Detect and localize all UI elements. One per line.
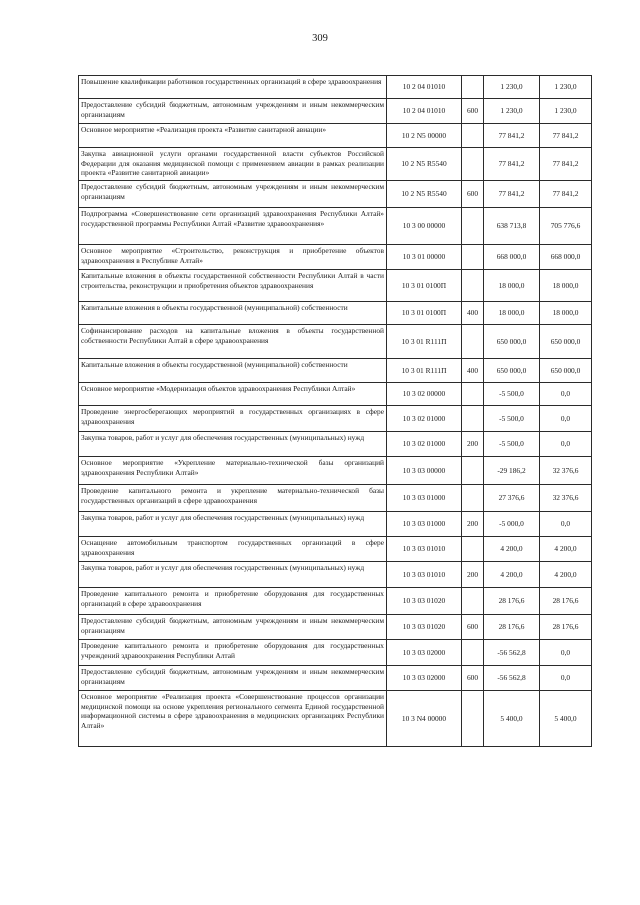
row-value-second: 650 000,0: [540, 359, 592, 383]
row-expense-type: 600: [462, 99, 484, 124]
row-code: 10 2 N5 R5540: [387, 181, 462, 208]
row-description: Основное мероприятие «Реализация проекта «Развитие санитарной авиации»: [79, 124, 387, 148]
row-description: Капитальные вложения в объекты государственной собственности Республики Алтай в части строительства, реконструкции и приобретения объектов здравоохранения: [79, 270, 387, 302]
row-description: Проведение энергосберегающих мероприятий в государственных организациях в сфере здравоохранения: [79, 406, 387, 432]
row-description: Закупка авиационной услуги органами государственной власти субъектов Российской Федерации для оказания медицинской помощи с применением авиации в рамках реализации проекта «Развитие санитарной авиации»: [79, 148, 387, 181]
row-value-first: 5 400,0: [484, 691, 540, 747]
row-expense-type: [462, 76, 484, 99]
row-value-first: 27 376,6: [484, 485, 540, 512]
row-description: Капитальные вложения в объекты государственной (муниципальной) собственности: [79, 359, 387, 383]
row-expense-type: 200: [462, 432, 484, 457]
table-row: [79, 666, 592, 691]
table-row: [79, 325, 592, 359]
row-description: Основное мероприятие «Укрепление материально-технической базы организаций здравоохранения Республики Алтай»: [79, 457, 387, 485]
row-expense-type: [462, 208, 484, 245]
table-row: [79, 432, 592, 457]
row-code: 10 3 02 00000: [387, 383, 462, 406]
row-code: 10 3 03 02000: [387, 640, 462, 666]
table-row: [79, 640, 592, 666]
row-value-second: 0,0: [540, 406, 592, 432]
row-value-second: 1 230,0: [540, 99, 592, 124]
row-value-first: 77 841,2: [484, 181, 540, 208]
row-code: 10 3 03 01010: [387, 537, 462, 562]
row-value-first: 1 230,0: [484, 99, 540, 124]
row-value-second: 0,0: [540, 383, 592, 406]
row-description: Предоставление субсидий бюджетным, автономным учреждениям и иным некоммерческим организациям: [79, 666, 387, 691]
row-value-first: 650 000,0: [484, 325, 540, 359]
row-value-second: 5 400,0: [540, 691, 592, 747]
table-row: [79, 124, 592, 148]
row-value-first: 668 000,0: [484, 245, 540, 270]
row-code: 10 3 03 01020: [387, 588, 462, 615]
row-value-second: 1 230,0: [540, 76, 592, 99]
row-value-second: 28 176,6: [540, 615, 592, 640]
row-value-second: 650 000,0: [540, 325, 592, 359]
row-code: 10 3 02 01000: [387, 406, 462, 432]
table-row: [79, 537, 592, 562]
table-row: [79, 359, 592, 383]
row-code: 10 3 01 0100П: [387, 270, 462, 302]
row-value-first: 28 176,6: [484, 588, 540, 615]
row-value-second: 0,0: [540, 640, 592, 666]
row-expense-type: 600: [462, 615, 484, 640]
table-row: [79, 76, 592, 99]
row-expense-type: [462, 457, 484, 485]
table-row: [79, 383, 592, 406]
row-description: Закупка товаров, работ и услуг для обеспечения государственных (муниципальных) нужд: [79, 512, 387, 537]
row-description: Проведение капитального ремонта и приобретение оборудования для государственных учреждений здравоохранения Республики Алтай: [79, 640, 387, 666]
row-value-second: 705 776,6: [540, 208, 592, 245]
row-expense-type: [462, 691, 484, 747]
row-value-second: 0,0: [540, 666, 592, 691]
table-row: [79, 562, 592, 588]
row-description: Повышение квалификации работников государственных организаций в сфере здравоохранения: [79, 76, 387, 99]
row-expense-type: 400: [462, 302, 484, 325]
row-expense-type: [462, 270, 484, 302]
row-code: 10 3 03 00000: [387, 457, 462, 485]
row-value-second: 18 000,0: [540, 270, 592, 302]
row-code: 10 3 02 01000: [387, 432, 462, 457]
row-code: 10 3 N4 00000: [387, 691, 462, 747]
row-code: 10 3 03 01020: [387, 615, 462, 640]
table-row: [79, 512, 592, 537]
row-expense-type: [462, 537, 484, 562]
row-code: 10 2 N5 R5540: [387, 148, 462, 181]
row-value-first: 650 000,0: [484, 359, 540, 383]
budget-table: [78, 75, 592, 747]
table-row: [79, 99, 592, 124]
row-value-first: 4 200,0: [484, 537, 540, 562]
row-code: 10 3 01 00000: [387, 245, 462, 270]
table-row: [79, 691, 592, 747]
row-expense-type: 200: [462, 562, 484, 588]
row-expense-type: [462, 383, 484, 406]
row-description: Закупка товаров, работ и услуг для обеспечения государственных (муниципальных) нужд: [79, 432, 387, 457]
row-value-first: 1 230,0: [484, 76, 540, 99]
row-description: Основное мероприятие «Модернизация объектов здравоохранения Республики Алтай»: [79, 383, 387, 406]
row-expense-type: [462, 245, 484, 270]
row-code: 10 2 04 01010: [387, 99, 462, 124]
table-row: [79, 270, 592, 302]
row-expense-type: [462, 148, 484, 181]
row-value-first: 4 200,0: [484, 562, 540, 588]
row-expense-type: [462, 485, 484, 512]
table-row: [79, 406, 592, 432]
row-value-first: -5 500,0: [484, 383, 540, 406]
row-code: 10 3 01 R111П: [387, 359, 462, 383]
row-expense-type: 200: [462, 512, 484, 537]
table-row: [79, 181, 592, 208]
row-code: 10 3 01 R111П: [387, 325, 462, 359]
row-value-first: 28 176,6: [484, 615, 540, 640]
row-value-second: 0,0: [540, 432, 592, 457]
row-expense-type: 400: [462, 359, 484, 383]
row-code: 10 2 N5 00000: [387, 124, 462, 148]
row-value-second: 32 376,6: [540, 457, 592, 485]
row-value-first: -5 500,0: [484, 432, 540, 457]
row-description: Основное мероприятие «Реализация проекта «Совершенствование процессов организации медицинской помощи на основе укрепления регионального сегмента Единой государственной информационной системы в сфере здравоохранения в медицинских организациях Республики Алтай»: [79, 691, 387, 747]
row-description: Закупка товаров, работ и услуг для обеспечения государственных (муниципальных) нужд: [79, 562, 387, 588]
row-description: Подпрограмма «Совершенствование сети организаций здравоохранения Республики Алтай» государственной программы Республики Алтай «Развитие здравоохранения»: [79, 208, 387, 245]
row-value-first: 18 000,0: [484, 270, 540, 302]
row-value-first: 18 000,0: [484, 302, 540, 325]
row-value-first: -5 500,0: [484, 406, 540, 432]
table-row: [79, 208, 592, 245]
row-expense-type: 600: [462, 666, 484, 691]
row-description: Предоставление субсидий бюджетным, автономным учреждениям и иным некоммерческим организациям: [79, 615, 387, 640]
row-expense-type: [462, 406, 484, 432]
row-value-first: -5 000,0: [484, 512, 540, 537]
row-description: Проведение капитального ремонта и приобретение оборудования для государственных организаций в сфере здравоохранения: [79, 588, 387, 615]
row-code: 10 3 03 01000: [387, 485, 462, 512]
table-row: [79, 615, 592, 640]
table-row: [79, 148, 592, 181]
row-value-first: 77 841,2: [484, 124, 540, 148]
row-value-second: 18 000,0: [540, 302, 592, 325]
row-description: Предоставление субсидий бюджетным, автономным учреждениям и иным некоммерческим организациям: [79, 99, 387, 124]
row-code: 10 2 04 01010: [387, 76, 462, 99]
row-description: Проведение капитального ремонта и укрепление материально-технической базы государственных организаций в сфере здравоохранения: [79, 485, 387, 512]
table-row: [79, 588, 592, 615]
row-expense-type: [462, 325, 484, 359]
table-row: [79, 245, 592, 270]
row-value-second: 28 176,6: [540, 588, 592, 615]
table-row: [79, 457, 592, 485]
table-row: [79, 302, 592, 325]
row-description: Оснащение автомобильным транспортом государственных организаций в сфере здравоохранения: [79, 537, 387, 562]
row-value-second: 4 200,0: [540, 562, 592, 588]
row-code: 10 3 03 02000: [387, 666, 462, 691]
row-expense-type: [462, 640, 484, 666]
row-value-first: -56 562,8: [484, 666, 540, 691]
row-description: Основное мероприятие «Строительство, реконструкция и приобретение объектов здравоохранения в Республике Алтай»: [79, 245, 387, 270]
row-value-second: 77 841,2: [540, 181, 592, 208]
page-number: 309: [312, 33, 328, 44]
row-value-second: 4 200,0: [540, 537, 592, 562]
row-code: 10 3 03 01010: [387, 562, 462, 588]
row-value-second: 77 841,2: [540, 124, 592, 148]
row-value-first: -29 186,2: [484, 457, 540, 485]
row-code: 10 3 01 0100П: [387, 302, 462, 325]
row-expense-type: [462, 124, 484, 148]
table-row: [79, 485, 592, 512]
row-expense-type: [462, 588, 484, 615]
row-description: Софинансирование расходов на капитальные вложения в объекты государственной собственности Республики Алтай в сфере здравоохранения: [79, 325, 387, 359]
budget-table-body: [79, 76, 592, 747]
row-code: 10 3 00 00000: [387, 208, 462, 245]
row-value-first: -56 562,8: [484, 640, 540, 666]
row-description: Капитальные вложения в объекты государственной (муниципальной) собственности: [79, 302, 387, 325]
row-value-second: 668 000,0: [540, 245, 592, 270]
row-value-first: 77 841,2: [484, 148, 540, 181]
row-description: Предоставление субсидий бюджетным, автономным учреждениям и иным некоммерческим организациям: [79, 181, 387, 208]
row-value-second: 77 841,2: [540, 148, 592, 181]
row-expense-type: 600: [462, 181, 484, 208]
row-value-first: 638 713,8: [484, 208, 540, 245]
row-code: 10 3 03 01000: [387, 512, 462, 537]
row-value-second: 32 376,6: [540, 485, 592, 512]
row-value-second: 0,0: [540, 512, 592, 537]
